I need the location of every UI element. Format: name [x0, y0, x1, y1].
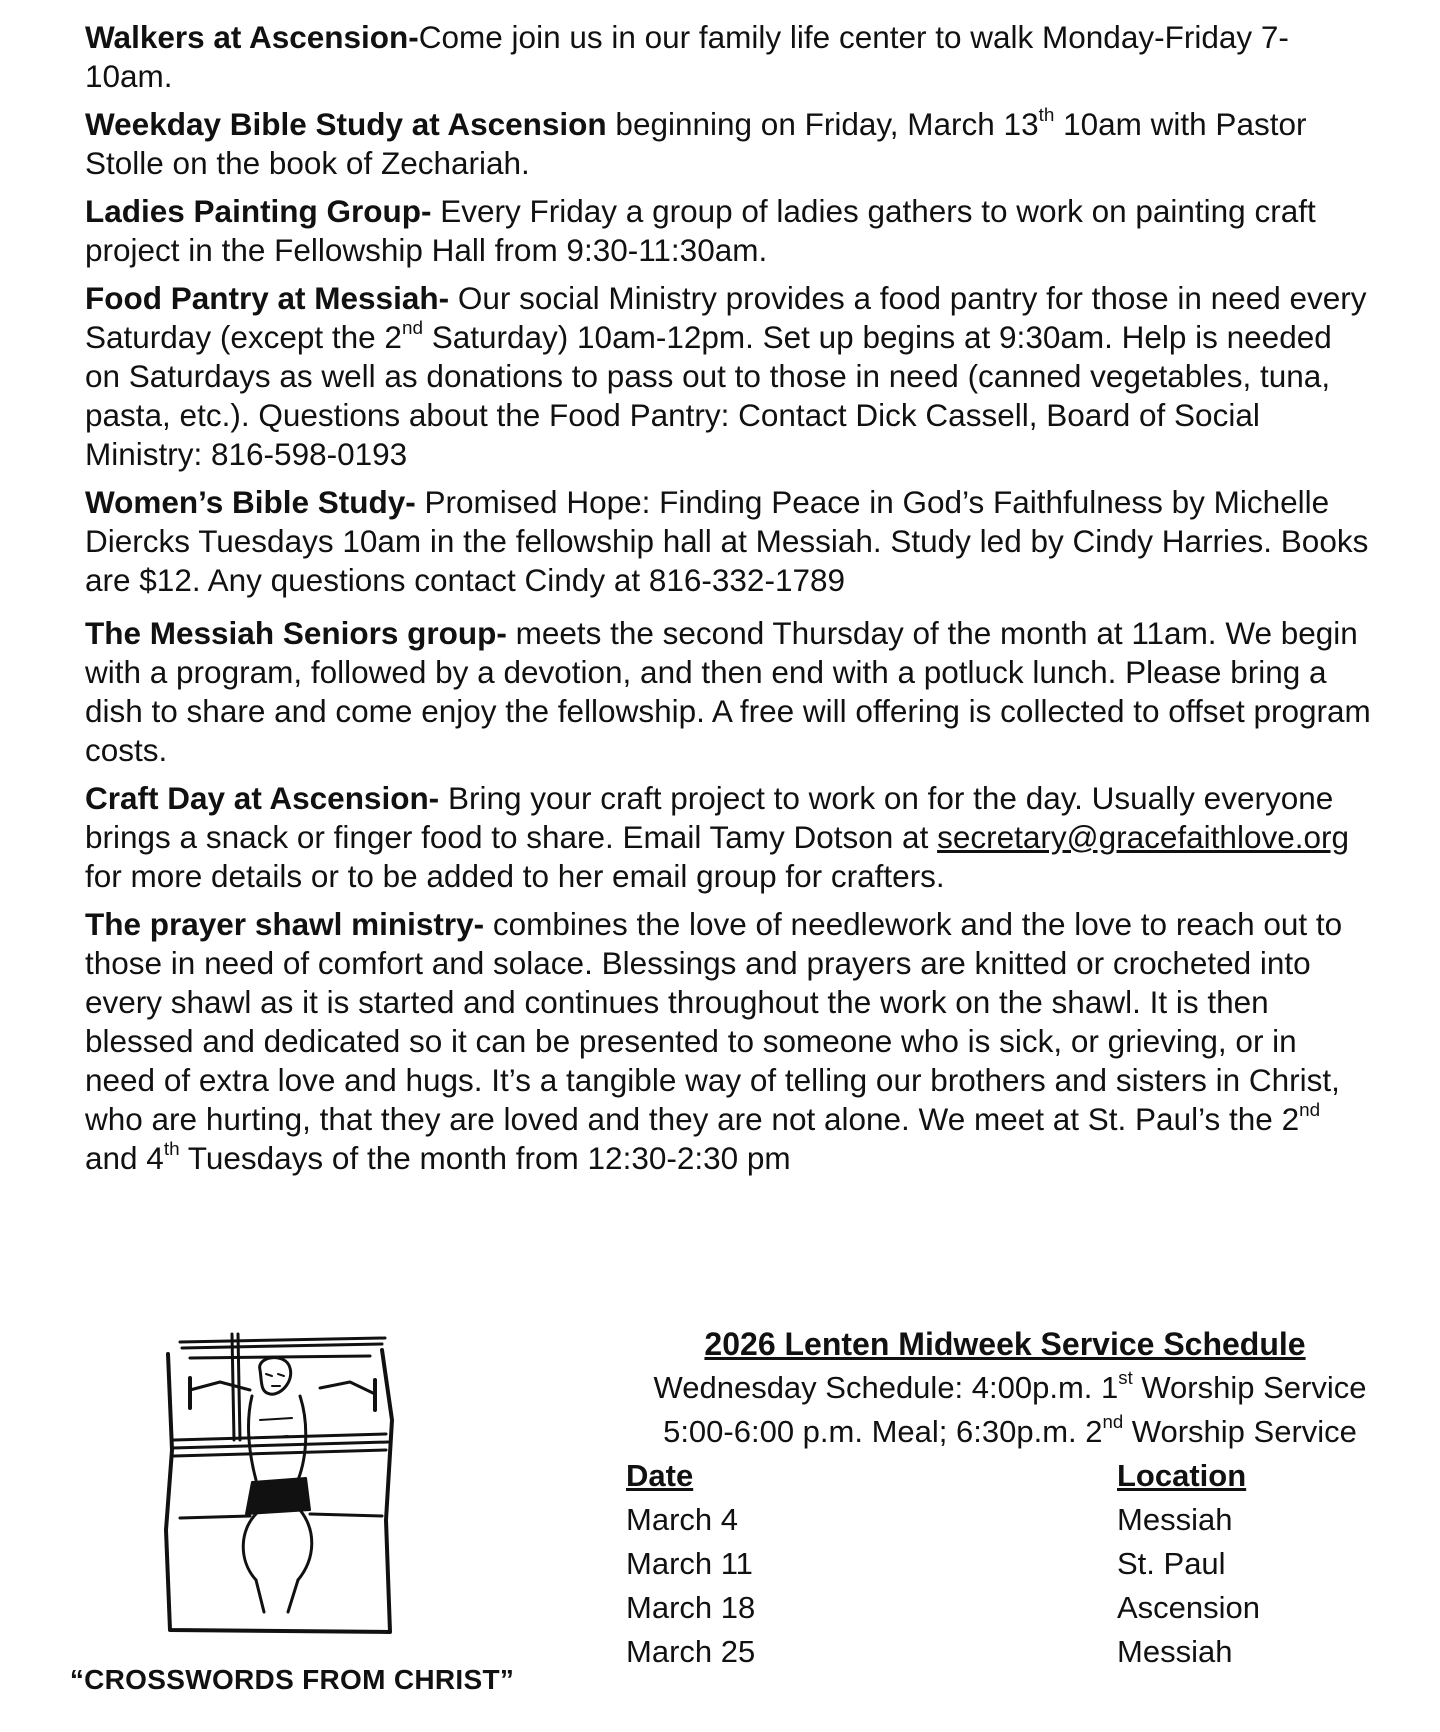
- announcement-title: The prayer shawl ministry-: [85, 906, 485, 942]
- announcement-body: for more details or to be added to her email group for crafters.: [85, 858, 945, 894]
- announcement-body: Our social Ministry provides a food pantry for those in need every Saturday (except the 2: [85, 280, 1367, 355]
- announcement-title: Weekday Bible Study at Ascension: [85, 106, 607, 142]
- schedule-line-2: [620, 1410, 1400, 1454]
- announcements-list: [85, 18, 1375, 1187]
- location-header: Location: [1117, 1458, 1247, 1493]
- lenten-schedule: [620, 1322, 1420, 1674]
- announcement-body: 10am with Pastor Stolle on the book of Zechariah.: [85, 106, 1307, 181]
- schedule-row: [620, 1498, 1420, 1542]
- ordinal-suffix: th: [1038, 104, 1055, 126]
- announcement-title: Ladies Painting Group-: [85, 193, 432, 229]
- row-location: Messiah: [1117, 1502, 1233, 1537]
- ordinal-suffix: nd: [1299, 1099, 1321, 1121]
- schedule-row: [620, 1542, 1420, 1586]
- announcement-prayer-shawl: [85, 905, 1375, 1178]
- announcement-craft-day: [85, 779, 1375, 896]
- announcement-body: Promised Hope: Finding Peace in God’s Faithfulness by Michelle Diercks Tuesdays 10am in the fellowship hall at Messiah. Study led by Cindy Harries. Books are $12. Any questions contact Cindy at 816-332-1789: [85, 484, 1369, 598]
- announcement-body: combines the love of needlework and the love to reach out to those in need of comfort and solace. Blessings and prayers are knitted or crocheted into every shawl as it is started and continues throughout the work on the shawl. It is then blessed and dedicated so it can be presented to someone who is sick, or grieving, or in need of extra love and hugs. It’s a tangible way of telling our brothers and sisters in Christ, who are hurting, that they are loved and they are not alone. We meet at St. Paul’s the 2: [85, 906, 1343, 1137]
- announcement-title: Walkers at Ascension-: [85, 19, 419, 55]
- schedule-row: [620, 1630, 1420, 1674]
- ordinal-suffix: nd: [1102, 1411, 1124, 1433]
- ordinal-suffix: nd: [401, 317, 423, 339]
- announcement-seniors-group: [85, 614, 1375, 770]
- artwork-caption: “CROSSWORDS FROM CHRIST”: [69, 1664, 515, 1695]
- date-header: Date: [626, 1458, 694, 1493]
- ordinal-suffix: th: [163, 1138, 180, 1160]
- ordinal-suffix: st: [1118, 1367, 1133, 1389]
- announcement-title: The Messiah Seniors group-: [85, 615, 507, 651]
- schedule-header: [620, 1454, 1420, 1498]
- email-link[interactable]: secretary@gracefaithlove.org: [937, 819, 1350, 855]
- announcement-title: Women’s Bible Study-: [85, 484, 416, 520]
- announcement-walkers: [85, 18, 1375, 96]
- row-date: March 25: [626, 1634, 756, 1669]
- announcement-body: beginning on Friday, March 13: [606, 106, 1039, 142]
- crucifix-illustration: [160, 1330, 400, 1640]
- announcement-body: Tuesdays of the month from 12:30-2:30 pm: [179, 1140, 791, 1176]
- schedule-text: Worship Service: [1132, 1370, 1367, 1405]
- announcement-ladies-painting: [85, 192, 1375, 270]
- row-location: St. Paul: [1117, 1546, 1226, 1581]
- schedule-title: 2026 Lenten Midweek Service Schedule: [704, 1326, 1306, 1362]
- schedule-row: [620, 1586, 1420, 1630]
- announcement-body: Saturday) 10am-12pm. Set up begins at 9:30am. Help is needed on Saturdays as well as donations to pass out to those in need (canned vegetables, tuna, pasta, etc.). Questions about the Food Pantry: Contact Dick Cassell, Board of Social Ministry: 816-598-0193: [85, 319, 1332, 472]
- announcement-title: Craft Day at Ascension-: [85, 780, 440, 816]
- announcement-title: Food Pantry at Messiah-: [85, 280, 450, 316]
- row-date: March 4: [626, 1502, 738, 1537]
- schedule-text: Worship Service: [1123, 1414, 1357, 1449]
- announcement-food-pantry: [85, 279, 1375, 474]
- schedule-line-1: [620, 1366, 1400, 1410]
- announcement-weekday-bible-study: [85, 105, 1375, 183]
- announcement-body: Come join us in our family life center to walk Monday-Friday 7-10am.: [85, 19, 1289, 94]
- row-location: Ascension: [1117, 1590, 1261, 1625]
- announcement-body: and 4: [85, 1140, 164, 1176]
- row-location: Messiah: [1117, 1634, 1233, 1669]
- row-date: March 18: [626, 1590, 756, 1625]
- schedule-text: 5:00-6:00 p.m. Meal; 6:30p.m. 2: [663, 1414, 1103, 1449]
- schedule-text: Wednesday Schedule: 4:00p.m. 1: [653, 1370, 1119, 1405]
- announcement-body: meets the second Thursday of the month at 11am. We begin with a program, followed by a devotion, and then end with a potluck lunch. Please bring a dish to share and come enjoy the fellowship. A free will offering is collected to offset program costs.: [85, 615, 1371, 768]
- announcement-body: Bring your craft project to work on for the day. Usually everyone brings a snack or finger food to share. Email Tamy Dotson at: [85, 780, 1334, 855]
- announcement-womens-bible-study: [85, 483, 1375, 600]
- announcement-body: Every Friday a group of ladies gathers to work on painting craft project in the Fellowship Hall from 9:30-11:30am.: [85, 193, 1316, 268]
- row-date: March 11: [626, 1546, 753, 1581]
